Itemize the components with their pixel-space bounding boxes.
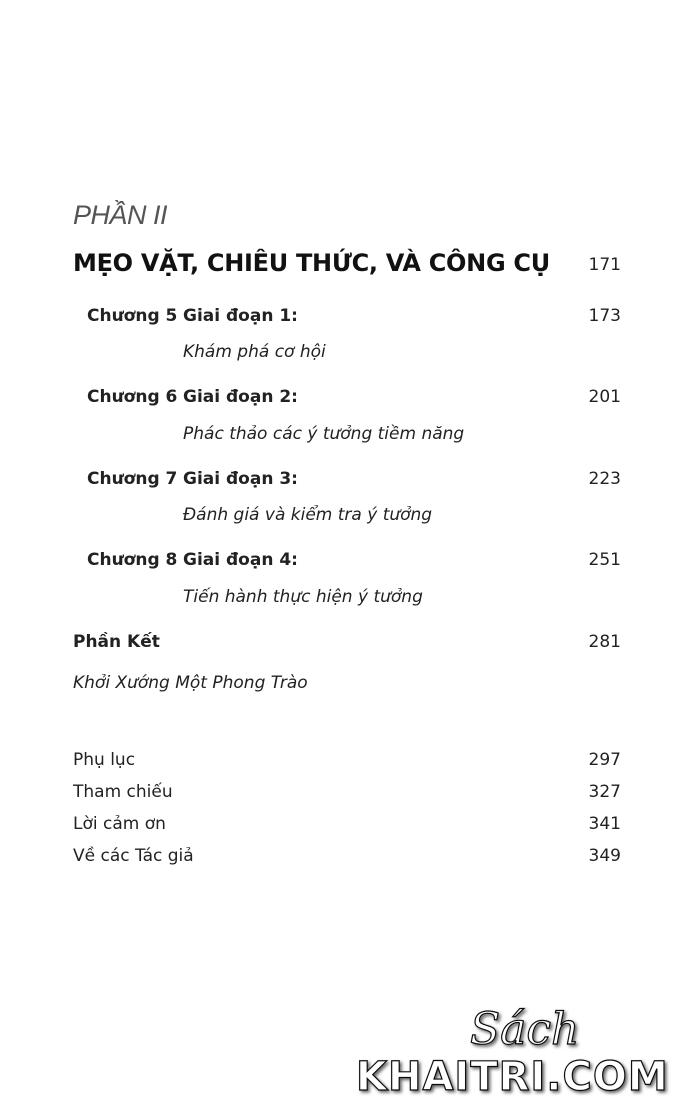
watermark-script: Sách <box>470 1004 580 1055</box>
chapter-page-number: 201 <box>588 387 621 407</box>
part-label: PHẦN II <box>73 200 168 230</box>
epilogue-subtitle: Khởi Xướng Một Phong Trào <box>73 673 308 693</box>
part-title: MẸO VẶT, CHIÊU THỨC, VÀ CÔNG CỤ <box>73 249 550 277</box>
epilogue-title: Phần Kết <box>73 632 160 652</box>
chapter-label: Chương 7 <box>87 469 178 489</box>
appendix-title: Phụ lục <box>73 750 136 770</box>
chapter-title: Giai đoạn 4: <box>183 550 298 570</box>
references-title: Tham chiếu <box>73 782 173 802</box>
chapter-subtitle: Phác thảo các ý tưởng tiềm năng <box>183 424 465 444</box>
epilogue-page-number: 281 <box>588 632 621 652</box>
part-page-number: 171 <box>588 255 621 275</box>
chapter-title: Giai đoạn 1: <box>183 306 298 326</box>
chapter-label: Chương 6 <box>87 387 178 407</box>
chapter-subtitle: Khám phá cơ hội <box>183 342 326 362</box>
watermark-logo <box>352 992 682 1102</box>
chapter-page-number: 251 <box>588 550 621 570</box>
chapter-subtitle: Đánh giá và kiểm tra ý tưởng <box>183 505 433 525</box>
about-authors-page-number: 349 <box>588 846 621 866</box>
chapter-page-number: 173 <box>588 306 621 326</box>
chapter-title: Giai đoạn 3: <box>183 469 298 489</box>
appendix-page-number: 297 <box>588 750 621 770</box>
acknowledgements-page-number: 341 <box>588 814 621 834</box>
chapter-label: Chương 5 <box>87 306 178 326</box>
about-authors-title: Về các Tác giả <box>73 846 194 866</box>
watermark-brand: KHAITRI.COM <box>356 1054 669 1100</box>
acknowledgements-title: Lời cảm ơn <box>73 814 166 834</box>
chapter-page-number: 223 <box>588 469 621 489</box>
references-page-number: 327 <box>588 782 621 802</box>
chapter-subtitle: Tiến hành thực hiện ý tưởng <box>183 587 423 607</box>
chapter-title: Giai đoạn 2: <box>183 387 298 407</box>
chapter-label: Chương 8 <box>87 550 178 570</box>
